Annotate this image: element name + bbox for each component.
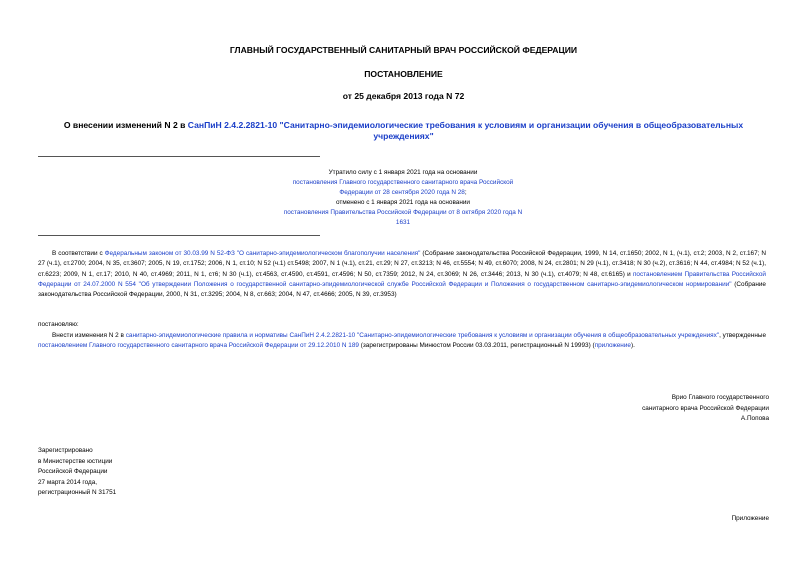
amendment-paragraph [38,331,766,352]
divider-bottom [38,235,320,236]
preamble-text-1: В соответствии с [52,250,105,257]
signer-title-1: Врио Главного государственного [671,394,769,401]
signature-block [549,393,769,425]
issuing-authority: ГЛАВНЫЙ ГОСУДАРСТВЕННЫЙ САНИТАРНЫЙ ВРАЧ РОССИЙСКОЙ ФЕДЕРАЦИИ [229,45,578,55]
document-type: ПОСТАНОВЛЕНИЕ [364,69,443,79]
annex-heading: Приложение [731,515,769,522]
divider-top [38,156,320,157]
annex-link[interactable]: приложение [594,342,631,350]
registration-line-5: регистрационный N 31751 [38,489,117,497]
lost-force-separator: ; [464,189,467,197]
resolve-paragraph: постановляю: [38,321,79,328]
amendment-text-2: , утвержденные [719,332,767,339]
amendment-text-1: Внести изменения N 2 в [52,332,126,339]
lost-force-link-2[interactable]: постановления Правительства Российской Федерации от 8 октября 2020 года N 1631 [283,209,523,227]
chief-doctor-decree-link[interactable]: постановлением Главного государственного санитарного врача Российской Федерации от 29.12.2010 N 189 [38,342,359,350]
government-decree-link[interactable]: постановлением Правительства Российской Федерации от 24.07.2000 N 554 "Об утверждении Положения о государственной санитарно-эпидемиологической службе Российской Федерации и Положения о государственном санитарно-эпидемиологическом нормировании" [38,270,766,288]
title-prefix: О внесении изменений N 2 в [63,120,188,130]
amendment-text-3: (зарегистрированы Минюстом России 03.03.2011, регистрационный N 19993) ( [358,342,595,350]
document-title [40,120,767,142]
registration-block [38,446,238,499]
sanpin-rules-link[interactable]: санитарно-эпидемиологические правила и нормативы СанПиН 2.4.2.2821-10 "Санитарно-эпидемиологические требования к условиям и организации обучения в общеобразовательных учреждениях" [125,332,720,339]
federal-law-link[interactable]: Федеральным законом от 30.03.99 N 52-ФЗ "О санитарно-эпидемиологическом благополучии населения" [104,250,421,257]
signer-name: А.Попова [740,415,769,423]
registration-line-3: Российской Федерации [38,468,108,476]
document-date-number: от 25 декабря 2013 года N 72 [342,91,465,101]
registration-line-4: 27 марта 2014 года, [38,478,98,486]
lost-force-note [280,168,526,229]
sanpin-link[interactable]: СанПиН 2.4.2.2821-10 "Санитарно-эпидемиологические требования к условиям и организации обучения в общеобразовательных учреждениях" [187,120,744,141]
lost-force-line: Утратило силу с 1 января 2021 года на основании [328,169,478,176]
registration-line-1: Зарегистрировано [38,447,93,454]
preamble-text-3: (Собрание законодательства Российской Федерации, 2000, N 31, ст.3295; 2004, N 8, ст.663; 2004, N 47, ст.4666; 2005, N 39, ст.3953) [38,280,766,299]
amendment-text-4: ). [630,342,635,350]
lost-force-link-1[interactable]: постановления Главного государственного санитарного врача Российской Федерации от 28 сентября 2020 года N 28 [292,179,514,197]
preamble-text-2: (Собрание законодательства Российской Федерации, 1999, N 14, ст.1650; 2002, N 1, (ч.1), ст.2; 2003, N 2, ст.167; N 27 (ч.1), ст.2700; 2004, N 35, ст.3607; 2005, N 19, ст.1752; 2006, N 1, ст.10; N 52 (ч.1) ст.5498; 2007, N 1 (ч.1), ст.21, ст.29; N 27, ст.3213; N 46, ст.5554; N 49, ст.6070; 2008, N 24, ст.2801; N 29 (ч.1), ст.3418; N 30 (ч.2), ст.3616; N 44, ст.4984; N 52 (ч.1), ст.6223; 2009, N 1, ст.17; 2010, N 40, ст.4969; 2011, N 1, ст6; N 30 (ч.1), ст.4563, ст.4590, ст.4591, ст.4596; N 50, ст.7359; 2012, N 24, ст.3069; N 26, ст.3446; 2013, N 30 (ч.1), ст.4079; N 48, ст.6165) и [38,250,766,278]
signer-title-2: санитарного врача Российской Федерации [642,404,769,412]
preamble-paragraph [38,249,766,300]
registration-line-2: в Министерстве юстиции [38,457,113,465]
canceled-line: отменено с 1 января 2021 года на основании [335,199,470,207]
